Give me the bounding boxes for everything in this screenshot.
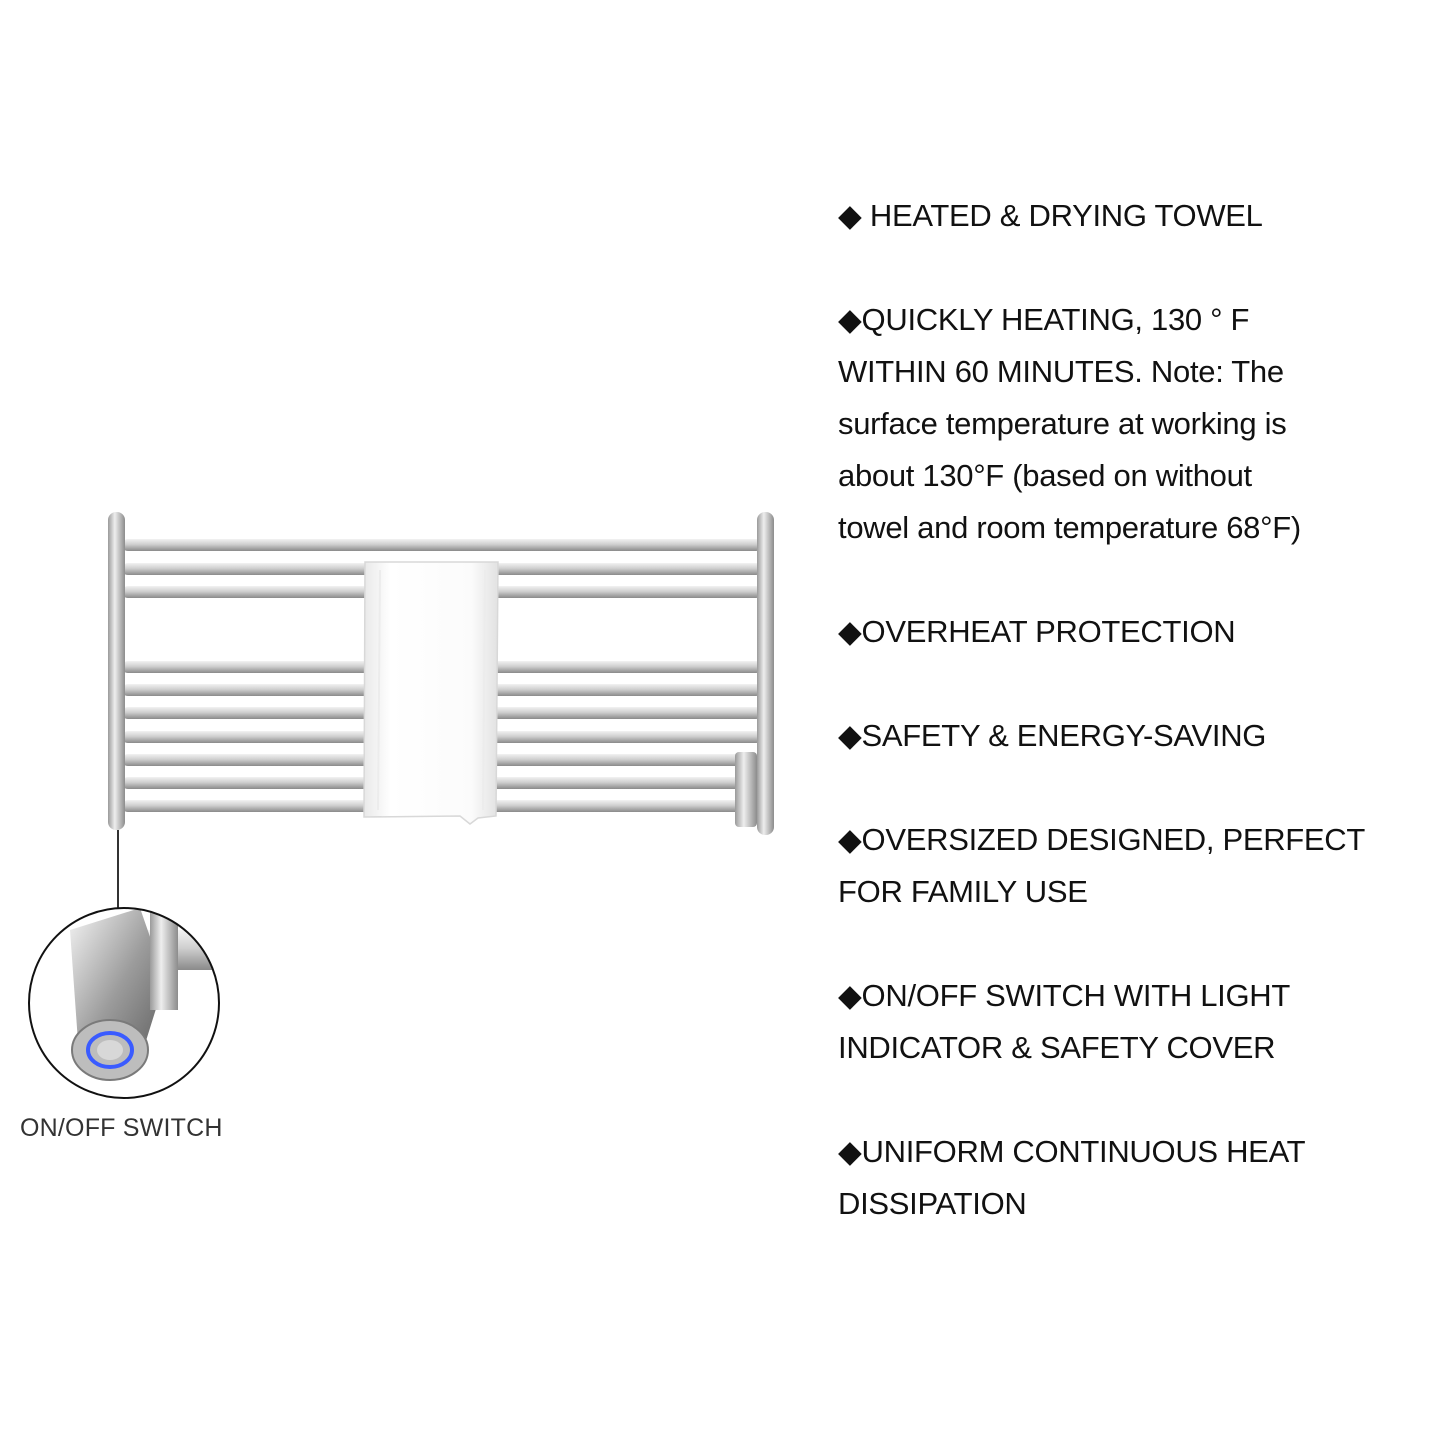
feature-item [838, 814, 1398, 918]
feature-text-line: ◆SAFETY & ENERGY-SAVING [838, 718, 1267, 753]
feature-text-line: ◆OVERSIZED DESIGNED, PERFECT [838, 822, 1366, 857]
feature-item [838, 606, 1398, 658]
wall-bracket [735, 752, 757, 827]
feature-text-line: ◆OVERHEAT PROTECTION [838, 614, 1236, 649]
power-switch-closeup-icon [29, 900, 240, 1098]
feature-item [838, 1126, 1398, 1230]
feature-item [838, 294, 1398, 554]
feature-text-line: INDICATOR & SAFETY COVER [838, 1030, 1276, 1065]
feature-text-line: ◆QUICKLY HEATING, 130 ° F [838, 302, 1250, 337]
feature-text-line: towel and room temperature 68°F) [838, 510, 1301, 545]
hanging-towel [364, 562, 498, 824]
rack-bar [122, 539, 762, 551]
feature-text-line: ◆UNIFORM CONTINUOUS HEAT [838, 1134, 1306, 1169]
feature-text-line: WITHIN 60 MINUTES. Note: The [838, 354, 1284, 389]
feature-text-line: FOR FAMILY USE [838, 874, 1088, 909]
switch-label: ON/OFF SWITCH [20, 1114, 223, 1142]
left-post [108, 512, 125, 830]
feature-item [838, 970, 1398, 1074]
feature-text-line: ◆ON/OFF SWITCH WITH LIGHT [838, 978, 1291, 1013]
feature-text-line: surface temperature at working is [838, 406, 1287, 441]
right-post [757, 512, 774, 835]
feature-list [838, 190, 1398, 1282]
feature-text-line: DISSIPATION [838, 1186, 1027, 1221]
feature-text-line: ◆ HEATED & DRYING TOWEL [838, 198, 1263, 233]
feature-item [838, 710, 1398, 762]
feature-text-line: about 130°F (based on without [838, 458, 1252, 493]
feature-item [838, 190, 1398, 242]
